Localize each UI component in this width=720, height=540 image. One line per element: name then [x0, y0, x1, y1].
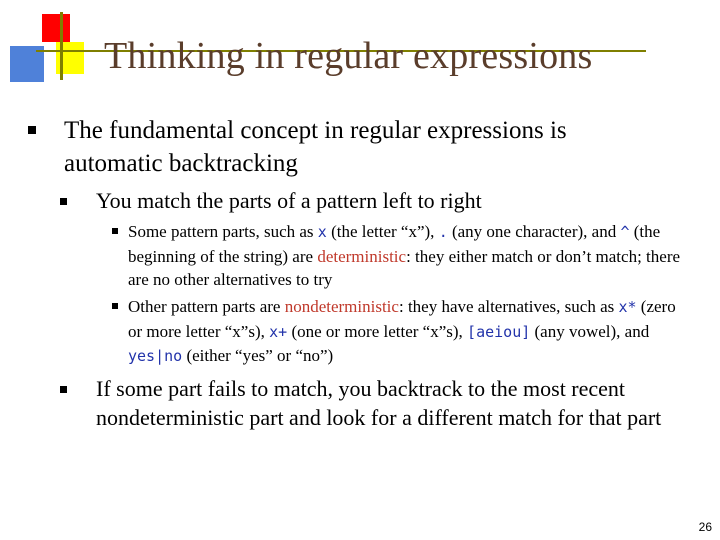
bullet-1 — [64, 114, 684, 180]
term-nondeterministic: nondeterministic — [284, 297, 399, 316]
decor-red-square — [42, 14, 70, 42]
code-x: x — [317, 223, 327, 241]
bullet-1-line-2: automatic backtracking — [64, 150, 298, 177]
bullet-3: If some part fails to match, you backtrack to the most recent nondeterministic part and look for a different match for that part — [96, 376, 662, 430]
code-aeiou: [aeiou] — [467, 322, 531, 341]
sub-bullet-2 — [128, 295, 688, 369]
bullet-square-icon — [112, 228, 118, 234]
text: Other pattern parts are — [128, 297, 285, 316]
code-yes-no: yes|no — [128, 347, 183, 365]
bullet-square-icon — [60, 386, 67, 393]
text: (the beginning of the string) are — [128, 222, 661, 266]
code-x-star: x* — [618, 298, 637, 316]
page-number: 26 — [698, 520, 712, 534]
text: : they either match or don’t match; there are no other alternatives to try — [128, 246, 681, 289]
text: (either “yes” or “no”) — [182, 346, 334, 365]
text: (any vowel), and — [530, 321, 650, 341]
text: (one or more letter “x”s), — [287, 321, 468, 341]
bullet-2: You match the parts of a pattern left to right — [96, 188, 482, 213]
code-dot: . — [438, 223, 448, 241]
bullet-square-icon — [112, 303, 118, 309]
text: (zero or more letter “x”s), — [128, 297, 676, 341]
term-deterministic: deterministic — [317, 246, 407, 266]
bullet-1-line-1: The fundamental concept in regular expressions is — [64, 117, 567, 144]
text: Some pattern parts, such as — [128, 222, 318, 241]
sub-bullet-1 — [128, 220, 688, 292]
decor-vertical-line — [60, 12, 63, 80]
code-x-plus: x+ — [269, 322, 288, 341]
bullet-square-icon — [60, 198, 67, 205]
code-caret: ^ — [620, 223, 630, 241]
text: : they have alternatives, such as — [398, 297, 619, 316]
text: (the letter “x”), — [326, 222, 439, 241]
bullet-square-icon — [28, 126, 36, 134]
slide-title: Thinking in regular expressions — [104, 35, 593, 77]
text: (any one character), and — [447, 222, 621, 241]
